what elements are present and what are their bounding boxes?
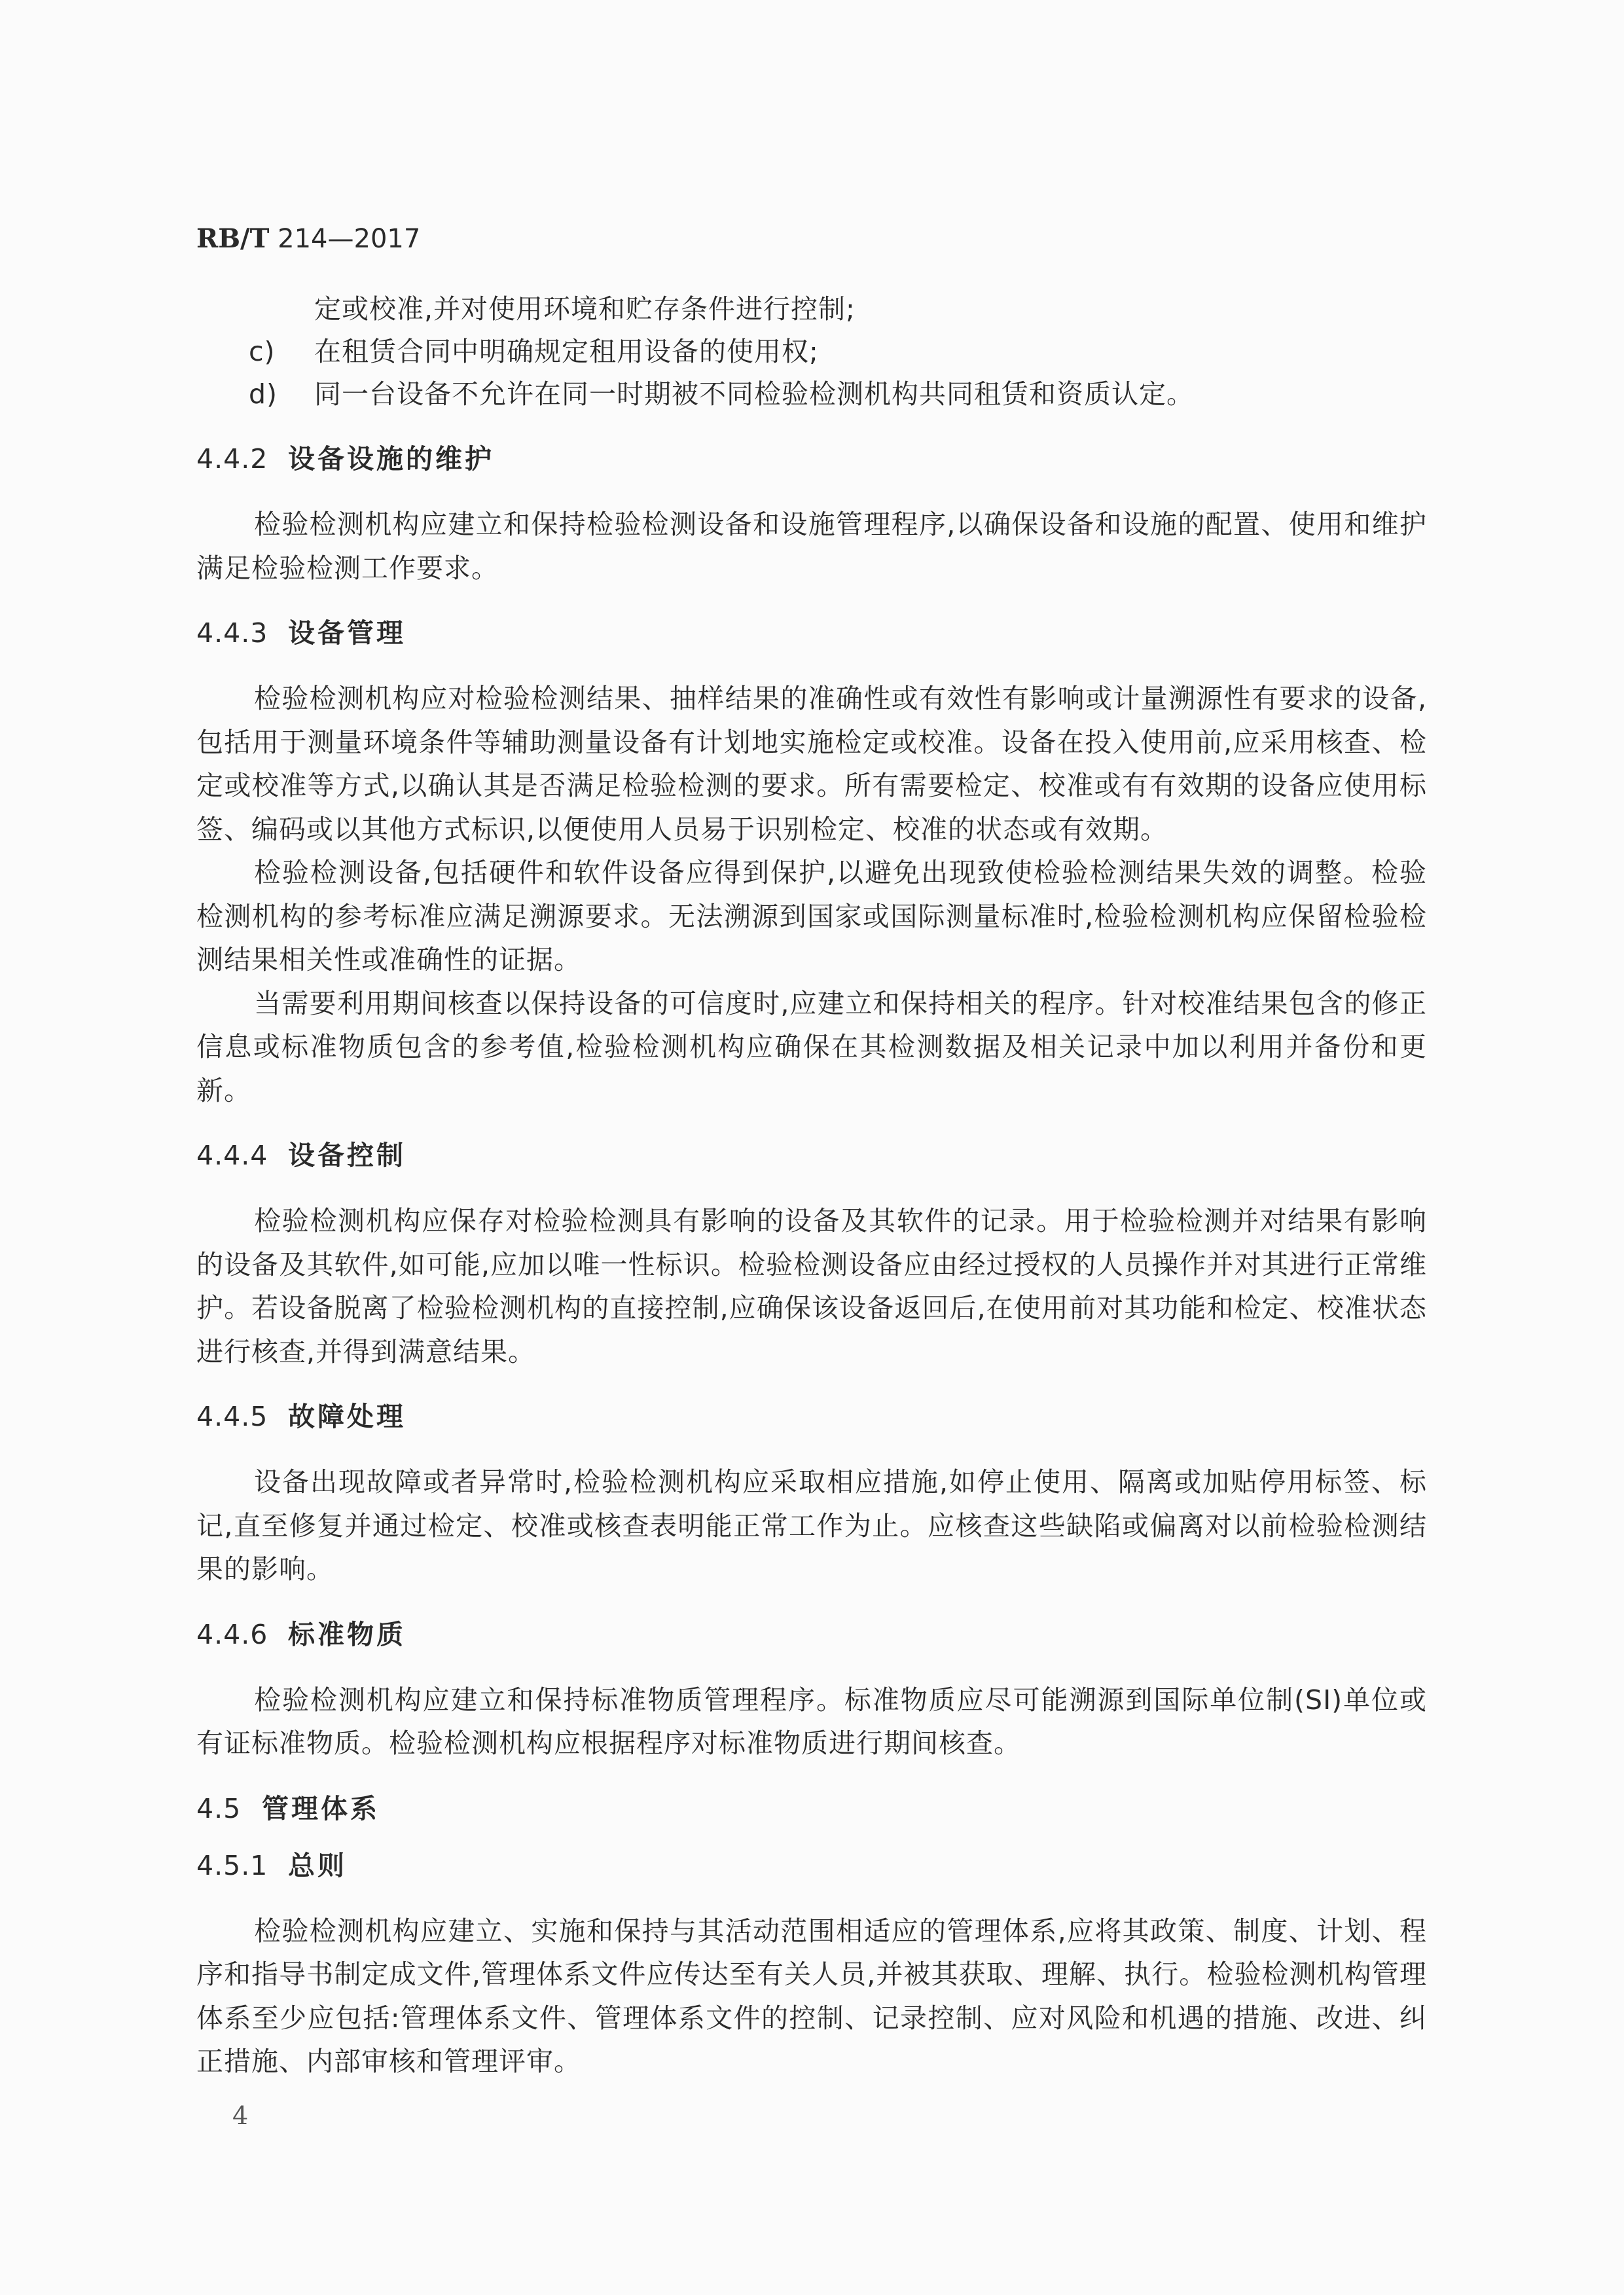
page-number: 4 (232, 2101, 249, 2130)
section-heading-4-4-2 (196, 438, 1427, 480)
section-heading-4-4-5 (196, 1396, 1427, 1438)
list-text: 定或校准,并对使用环境和贮存条件进行控制; (314, 293, 856, 325)
section-number: 4.4.3 (196, 617, 268, 649)
list-item-d (196, 373, 1427, 416)
document-code-number: 214—2017 (269, 224, 421, 254)
section-number: 4.4.6 (196, 1618, 268, 1650)
paragraph: 检验检测机构应对检验检测结果、抽样结果的准确性或有效性有影响或计量溯源性有要求的设备,包括用于测量环境条件等辅助测量设备有计划地实施检定或校准。设备在投入使用前,应采用核查、检定或校准等方式,以确认其是否满足检验检测的要求。所有需要检定、校准或有有效期的设备应使用标签、编码或以其他方式标识,以便使用人员易于识别检定、校准的状态或有效期。 (196, 683, 1427, 845)
paragraph: 检验检测机构应建立和保持标准物质管理程序。标准物质应尽可能溯源到国际单位制(SI)单位或有证标准物质。检验检测机构应根据程序对标准物质进行期间核查。 (196, 1684, 1427, 1759)
section-title: 管理体系 (262, 1792, 380, 1824)
section-title: 故障处理 (288, 1401, 406, 1432)
section-title: 设备控制 (288, 1140, 406, 1171)
paragraph: 设备出现故障或者异常时,检验检测机构应采取相应措施,如停止使用、隔离或加贴停用标签、标记,直至修复并通过检定、校准或核查表明能正常工作为止。应核查这些缺陷或偏离对以前检验检测结果的影响。 (196, 1466, 1427, 1585)
list-marker: c) (249, 336, 276, 367)
paragraph: 检验检测设备,包括硬件和软件设备应得到保护,以避免出现致使检验检测结果失效的调整。检验检测机构的参考标准应满足溯源要求。无法溯源到国家或国际测量标准时,检验检测机构应保留检验检测结果相关性或准确性的证据。 (196, 857, 1427, 975)
list-item-c (196, 331, 1427, 373)
page-content (196, 288, 1427, 2084)
section-number: 4.5.1 (196, 1849, 268, 1881)
paragraph: 当需要利用期间核查以保持设备的可信度时,应建立和保持相关的程序。针对校准结果包含的修正信息或标准物质包含的参考值,检验检测机构应确保在其检测数据及相关记录中加以利用并备份和更新。 (196, 987, 1427, 1106)
section-heading-4-4-4 (196, 1134, 1427, 1177)
list-text: 同一台设备不允许在同一时期被不同检验检测机构共同租赁和资质认定。 (314, 378, 1194, 410)
section-heading-4-5-1 (196, 1845, 1427, 1887)
section-number: 4.4.5 (196, 1401, 268, 1432)
section-title: 总则 (288, 1849, 347, 1881)
paragraph: 检验检测机构应建立和保持检验检测设备和设施管理程序,以确保设备和设施的配置、使用和维护满足检验检测工作要求。 (196, 509, 1427, 584)
list-item-continuation (196, 288, 1427, 331)
paragraph: 检验检测机构应保存对检验检测具有影响的设备及其软件的记录。用于检验检测并对结果有影响的设备及其软件,如可能,应加以唯一性标识。检验检测设备应由经过授权的人员操作并对其进行正常维护。若设备脱离了检验检测机构的直接控制,应确保该设备返回后,在使用前对其功能和检定、校准状态进行核查,并得到满意结果。 (196, 1205, 1427, 1367)
section-number: 4.4.2 (196, 443, 268, 475)
section-title: 设备设施的维护 (288, 443, 494, 475)
section-number: 4.5 (196, 1792, 242, 1824)
section-title: 设备管理 (288, 617, 406, 649)
list-text: 在租赁合同中明确规定租用设备的使用权; (314, 336, 819, 367)
paragraph: 检验检测机构应建立、实施和保持与其活动范围相适应的管理体系,应将其政策、制度、计划、程序和指导书制定成文件,管理体系文件应传达至有关人员,并被其获取、理解、执行。检验检测机构管理体系至少应包括:管理体系文件、管理体系文件的控制、记录控制、应对风险和机遇的措施、改进、纠正措施、内部审核和管理评审。 (196, 1915, 1427, 2077)
section-heading-4-4-3 (196, 612, 1427, 655)
list-marker: d) (249, 378, 278, 410)
section-title: 标准物质 (288, 1618, 406, 1650)
section-heading-4-5 (196, 1788, 1427, 1830)
section-heading-4-4-6 (196, 1614, 1427, 1656)
document-code-prefix: RB/T (196, 223, 270, 254)
document-code (196, 219, 420, 259)
section-number: 4.4.4 (196, 1140, 268, 1171)
